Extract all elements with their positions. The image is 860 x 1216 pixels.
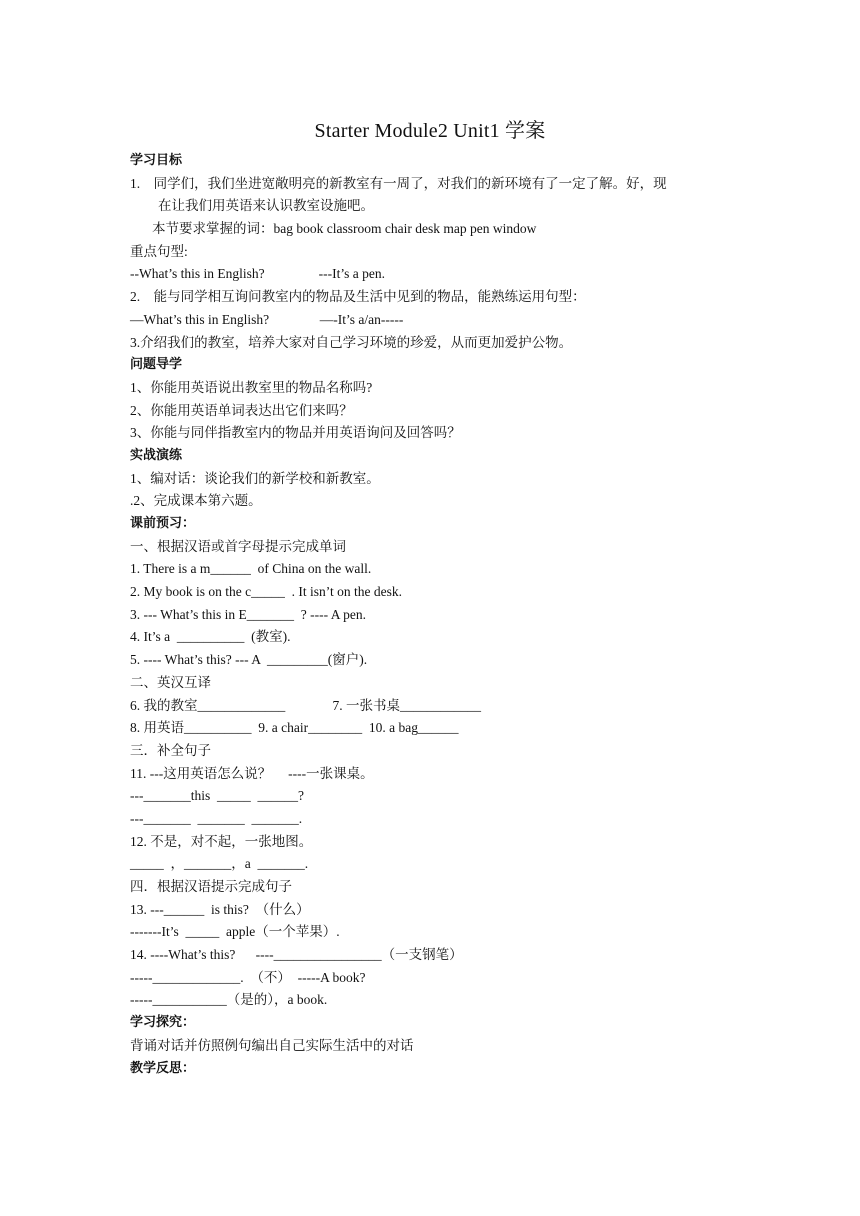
text-line: 3、你能与同伴指教室内的物品并用英语询问及回答吗？ [130,425,461,441]
text-line: -------It’s _____ apple（一个苹果）. [130,924,340,940]
text-line: 11. ---这用英语怎么说？ ----一张课桌。 [130,765,374,781]
text-line: 1. There is a m______ of China on the wall. [130,561,372,577]
text-line: 三．补全句子 [130,742,211,758]
text-line: 1、编对话：谈论我们的新学校和新教室。 [130,470,380,486]
section-heading: 课前预习： [130,516,196,531]
section-heading: 学习探究： [130,1015,196,1031]
text-line: ---_______this _____ ______? [130,788,304,804]
text-line: --What’s this in English? ---It’s a pen. [130,266,385,282]
text-line: 1. 同学们，我们坐进宽敞明亮的新教室有一周了，对我们的新环境有了一定了解。好，现 [130,175,667,191]
text-line: 5. ---- What’s this? --- A _________(窗户). [130,652,368,668]
text-line: 重点句型: [130,243,188,259]
text-line: —What’s this in English? —-It’s a/an----- [130,311,404,327]
text-line: 3.介绍我们的教室，培养大家对自己学习环境的珍爱，从而更加爱护公物。 [130,334,573,350]
text-line: 一、根据汉语或首字母提示完成单词 [130,538,346,554]
text-line: -----_____________. （不） -----A book? [130,969,366,985]
text-line: 在让我们用英语来认识教室设施吧。 [158,198,374,214]
text-line: ---_______ _______ _______. [130,810,303,826]
text-line: 2、你能用英语单词表达出它们来吗？ [130,402,353,418]
title-text: Starter Module2 Unit1 学案 [314,120,546,142]
text-line: 8. 用英语__________ 9. a chair________ 10. a bag______ [130,720,459,736]
text-line: 1、你能用英语说出教室里的物品名称吗? [130,379,373,395]
text-line: 2. My book is on the c_____ . It isn’t on the desk. [130,584,402,600]
text-line: 四．根据汉语提示完成句子 [130,879,292,894]
text-line: 2. 能与同学相互询问教室内的物品及生活中见到的物品，能熟练运用句型： [130,289,586,305]
text-line: 3. --- What’s this in E_______ ? ---- A pen. [130,606,366,622]
text-line: _____ ，_______，a _______. [130,856,309,872]
text-line: 14. ----What’s this? ----________________（一支钢笔） [130,947,463,963]
section-heading: 实战演练 [130,447,183,463]
text-line: 背诵对话并仿照例句编出自己实际生活中的对话 [130,1037,414,1053]
section-heading: 问题导学 [130,357,183,373]
section-heading: 教学反思： [130,1060,196,1076]
document-title [0,114,860,143]
section-heading: 学习目标 [130,153,183,168]
document-body [130,150,740,1080]
text-line: 本节要求掌握的词：bag book classroom chair desk map pen window [152,221,537,237]
text-line: .2、完成课本第六题。 [130,493,262,509]
text-line: 4. It’s a __________ (教室). [130,629,291,645]
text-line: 6. 我的教室_____________ 7. 一张书桌____________ [130,697,481,713]
text-line: 12. 不是，对不起，一张地图。 [130,833,313,849]
text-line: -----___________（是的），a book. [130,992,328,1008]
text-line: 二、英汉互译 [130,674,211,690]
text-line: 13. ---______ is this? （什么） [130,901,310,917]
